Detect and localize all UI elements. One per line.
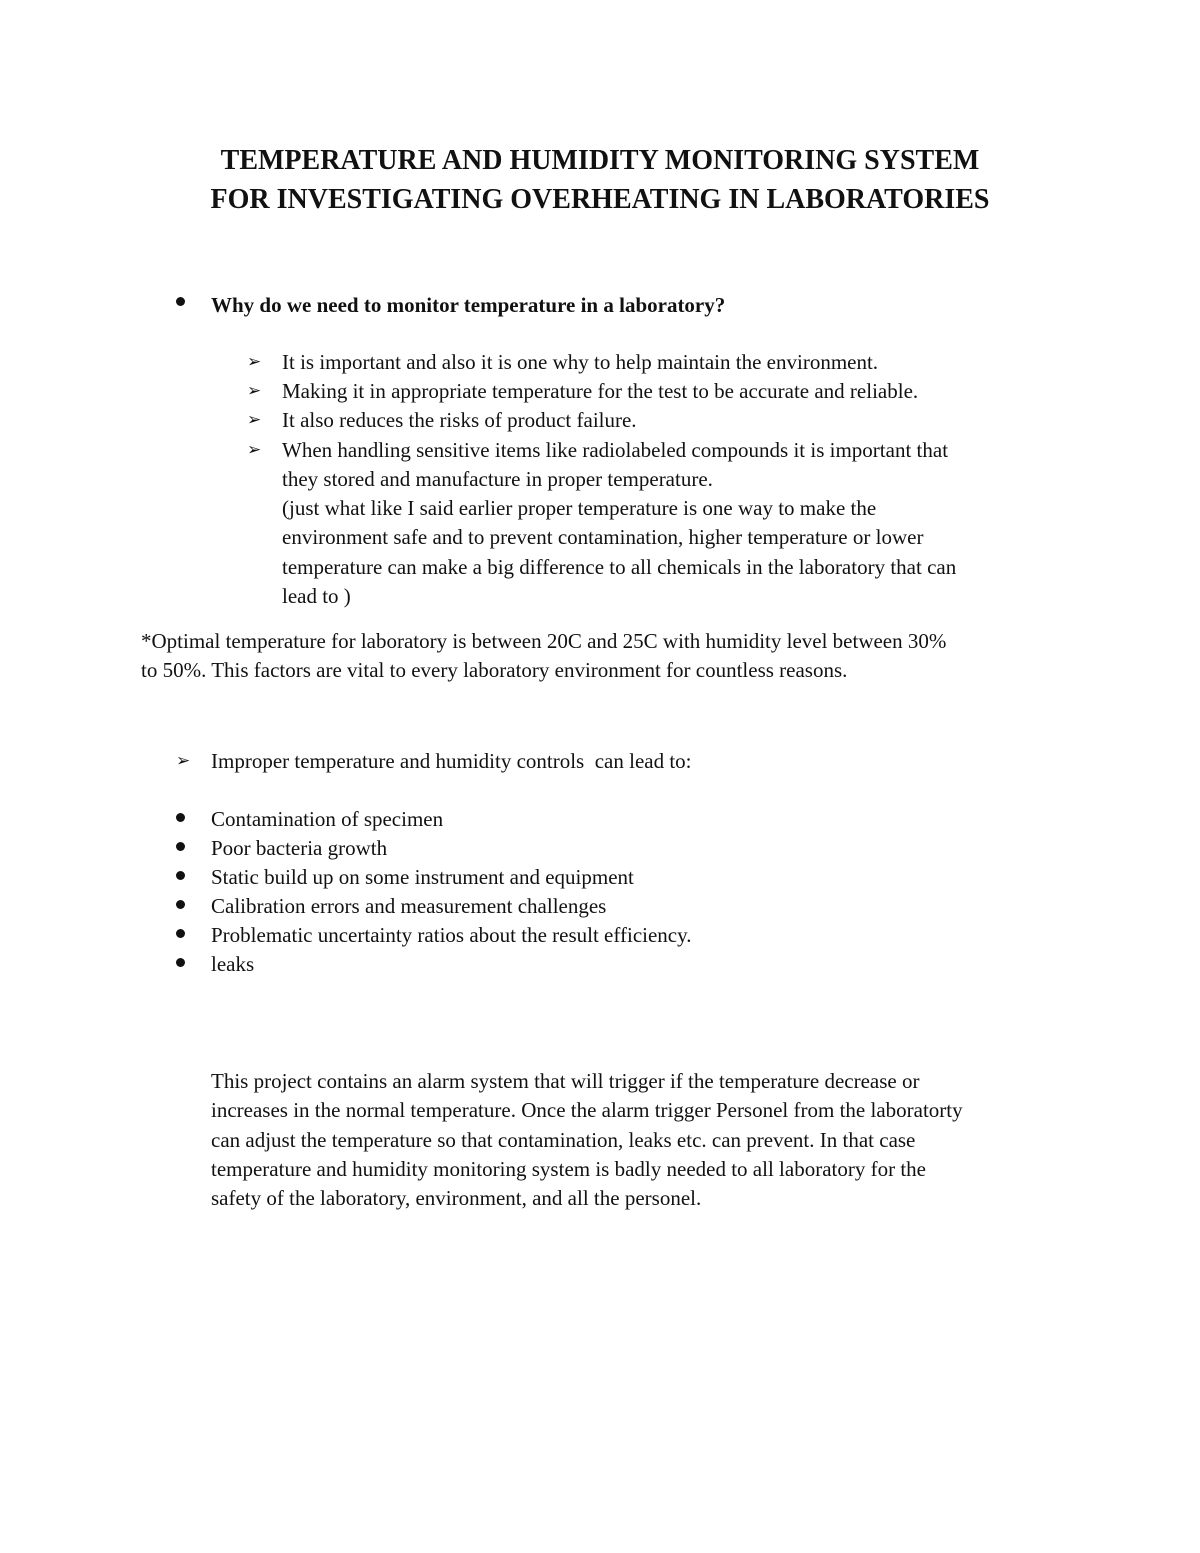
reason-item-line: (just what like I said earlier proper temperature is one way to make the (282, 496, 877, 520)
bullet-icon (176, 929, 185, 938)
reason-item-line: they stored and manufacture in proper temperature. (282, 467, 713, 491)
reason-item-line: lead to ) (282, 584, 351, 608)
arrow-bullet-icon: ➢ (247, 440, 262, 460)
optimal-note-line: to 50%. This factors are vital to every laboratory environment for countless reasons. (141, 658, 848, 682)
bullet-icon (176, 871, 185, 880)
section-question: Why do we need to monitor temperature in a laboratory? (211, 293, 726, 317)
reason-item-line: temperature can make a big difference to all chemicals in the laboratory that can (282, 555, 957, 579)
reason-item-line: environment safe and to prevent contamination, higher temperature or lower (282, 525, 924, 549)
consequence-item: Problematic uncertainty ratios about the result efficiency. (211, 923, 692, 947)
consequence-item: Static build up on some instrument and equipment (211, 865, 634, 889)
reason-item: It also reduces the risks of product failure. (282, 408, 637, 432)
reason-item-line: When handling sensitive items like radiolabeled compounds it is important that (282, 438, 949, 462)
consequence-item: Calibration errors and measurement challenges (211, 894, 607, 918)
arrow-bullet-icon: ➢ (247, 381, 262, 401)
document-title (0, 141, 1200, 219)
arrow-bullet-icon: ➢ (176, 751, 191, 771)
consequence-item: Contamination of specimen (211, 807, 444, 831)
consequence-item: Poor bacteria growth (211, 836, 388, 860)
reason-item: It is important and also it is one why to help maintain the environment. (282, 350, 879, 374)
optimal-note-line: *Optimal temperature for laboratory is between 20C and 25C with humidity level between 30% (141, 629, 947, 653)
reason-item: Making it in appropriate temperature for the test to be accurate and reliable. (282, 379, 919, 403)
bullet-icon (176, 842, 185, 851)
bullet-icon (176, 958, 185, 967)
consequence-item: leaks (211, 952, 255, 976)
arrow-bullet-icon: ➢ (247, 352, 262, 372)
title-line-1: TEMPERATURE AND HUMIDITY MONITORING SYSTEM (220, 145, 980, 176)
project-paragraph-line: increases in the normal temperature. Once the alarm trigger Personel from the laboratorty (211, 1098, 963, 1122)
bullet-icon (176, 813, 185, 822)
arrow-bullet-icon: ➢ (247, 410, 262, 430)
bullet-icon (176, 900, 185, 909)
project-paragraph-line: This project contains an alarm system that will trigger if the temperature decrease or (211, 1069, 920, 1093)
project-paragraph-line: safety of the laboratory, environment, and all the personel. (211, 1186, 702, 1210)
project-paragraph-line: can adjust the temperature so that contamination, leaks etc. can prevent. In that case (211, 1128, 916, 1152)
bullet-icon (176, 297, 185, 306)
title-line-2: FOR INVESTIGATING OVERHEATING IN LABORATORIES (210, 184, 990, 215)
improper-heading: Improper temperature and humidity controls can lead to: (211, 749, 692, 773)
project-paragraph-line: temperature and humidity monitoring system is badly needed to all laboratory for the (211, 1157, 926, 1181)
